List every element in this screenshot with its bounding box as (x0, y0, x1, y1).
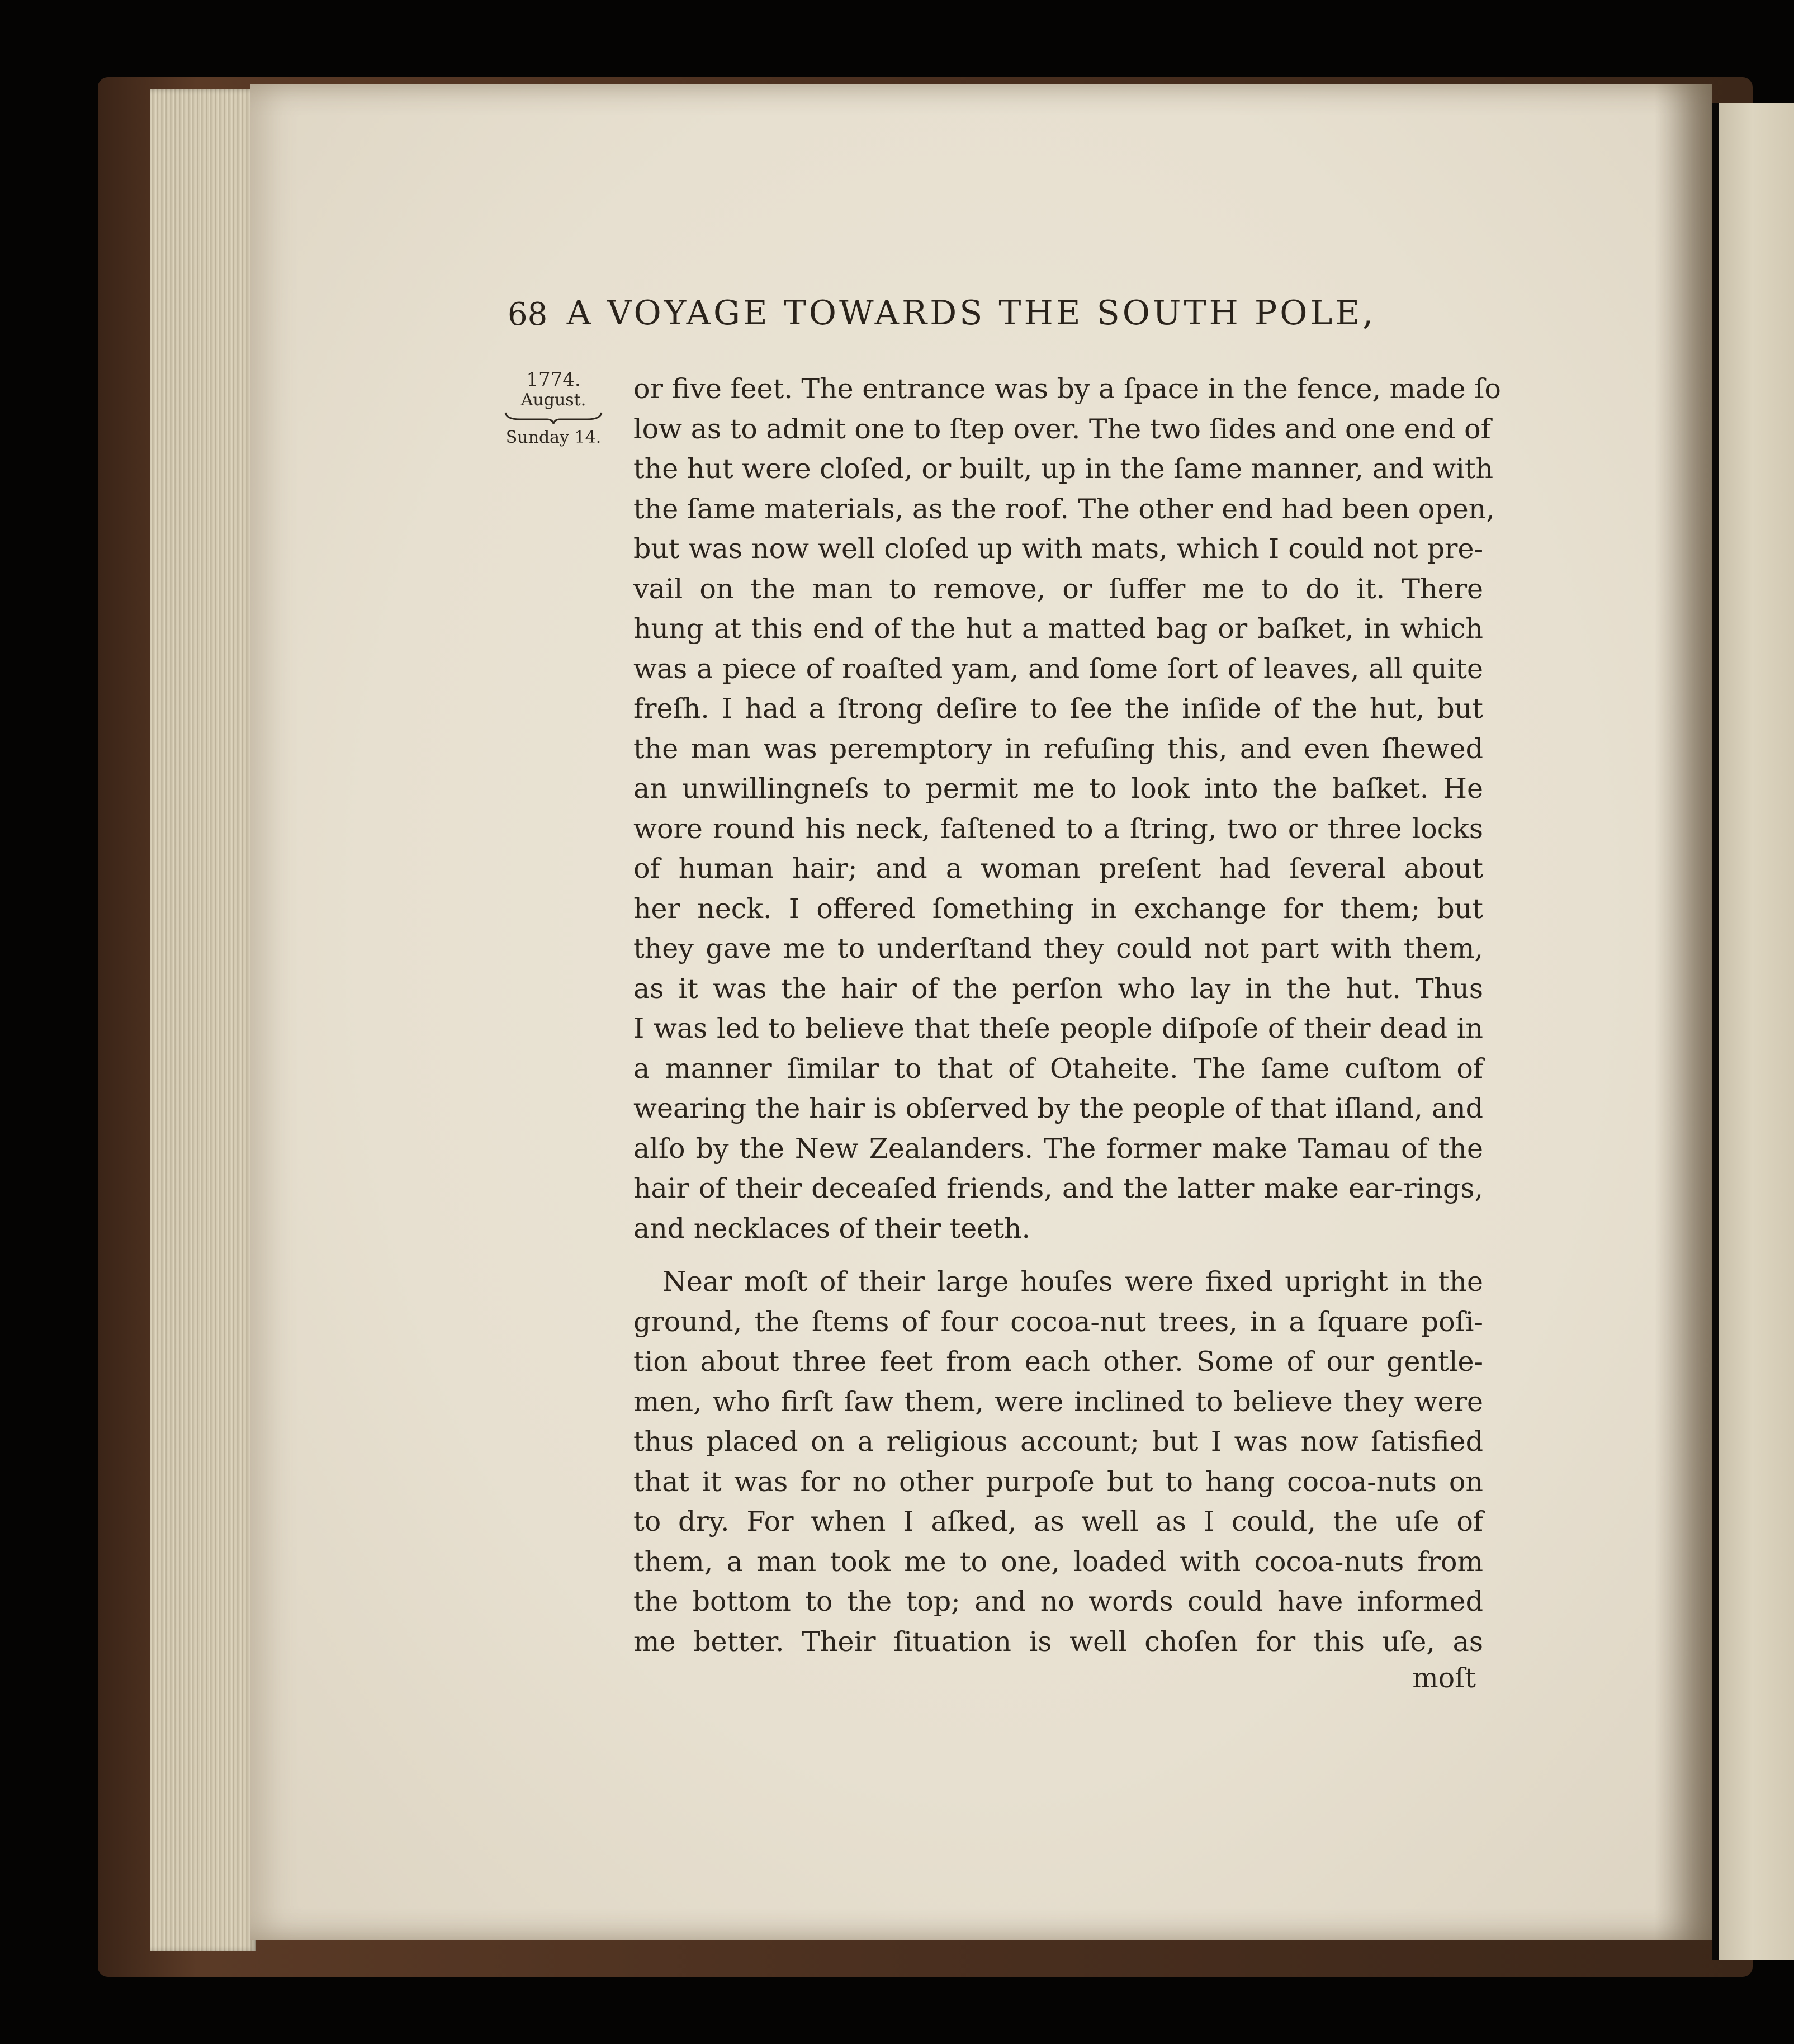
running-title: A VOYAGE TOWARDS THE SOUTH POLE, (566, 294, 1376, 333)
text-line: or five feet. The entrance was by a ſpace in the fence, made ſo (633, 373, 1501, 405)
text-line: Near moſt of their large houſes were fixed upright in the (662, 1266, 1483, 1298)
binding-gap (1712, 103, 1719, 1960)
text-line: of human hair; and a woman preſent had ſeveral about (633, 853, 1483, 884)
facing-page-edge (1719, 103, 1794, 1960)
text-line: that it was for no other purpoſe but to hang cocoa-nuts on (633, 1465, 1483, 1498)
text-line: thus placed on a religious account; but I was now ſatisfied (633, 1426, 1483, 1458)
text-line: the man was peremptory in refuſing this, and even ſhewed (633, 732, 1483, 765)
body-text (633, 369, 1501, 1662)
text-line: to dry. For when I aſked, as well as I could, the uſe of (633, 1506, 1483, 1537)
text-line: an unwillingneſs to permit me to look into the baſket. He (633, 773, 1483, 805)
text-line: hair of their deceaſed friends, and the latter make ear-rings, (633, 1172, 1483, 1204)
text-line: them, a man took me to one, loaded with cocoa-nuts from (633, 1545, 1483, 1578)
margin-date-note (498, 369, 609, 447)
text-line: vail on the man to remove, or ſuffer me to do it. There (633, 572, 1483, 605)
margin-day: Sunday 14. (505, 427, 602, 447)
text-line: ground, the ſtems of four cocoa-nut trees, in a ſquare poſi- (633, 1305, 1483, 1338)
text-line: wearing the hair is obſerved by the people of that iſland, and (633, 1092, 1483, 1124)
text-line: hung at this end of the hut a matted bag or baſket, in which (633, 613, 1483, 645)
paragraph-1 (633, 369, 1501, 1248)
paragraph-2 (633, 1262, 1483, 1662)
margin-year: 1774. (526, 368, 581, 391)
gutter-shadow (1655, 84, 1712, 1940)
text-line: me better. Their ſituation is well choſen for this uſe, as (633, 1625, 1483, 1658)
text-line: they gave me to underſtand they could not part with them, (633, 933, 1483, 964)
text-line: low as to admit one to ſtep over. The two ſides and one end of (633, 413, 1491, 445)
text-line: her neck. I offered ſomething in exchange for them; but (633, 892, 1483, 925)
text-line: was a piece of roaſted yam, and ſome ſort of leaves, all quite (633, 652, 1483, 685)
text-line: freſh. I had a ſtrong deſire to ſee the inſide of the hut, but (633, 693, 1483, 725)
text-line: I was led to believe that theſe people diſpoſe of their dead in (633, 1012, 1483, 1044)
text-line: alſo by the New Zealanders. The former make Tamau of the (633, 1132, 1483, 1165)
text-line: the hut were cloſed, or built, up in the ſame manner, and with (633, 453, 1494, 485)
text-line: tion about three feet from each other. Some of our gentle- (633, 1346, 1483, 1378)
text-line: the ſame materials, as the roof. The other end had been open, (633, 493, 1495, 525)
brace-icon (503, 410, 604, 425)
page-number: 68 (508, 296, 548, 333)
page-edges (150, 89, 256, 1951)
text-line: as it was the hair of the perſon who lay in the hut. Thus (633, 972, 1483, 1005)
text-line: the bottom to the top; and no words could have informed (633, 1586, 1483, 1617)
catchword: moſt (1412, 1662, 1476, 1694)
text-line: and necklaces of their teeth. (633, 1212, 1031, 1245)
margin-month: August. (520, 390, 586, 410)
text-line: men, who firſt ſaw them, were inclined to believe they were (633, 1385, 1483, 1418)
text-line: but was now well cloſed up with mats, which I could not pre- (633, 533, 1483, 565)
text-line: wore round his neck, faſtened to a ſtring, two or three locks (633, 812, 1483, 845)
text-line: a manner ſimilar to that of Otaheite. The ſame cuſtom of (633, 1052, 1483, 1085)
